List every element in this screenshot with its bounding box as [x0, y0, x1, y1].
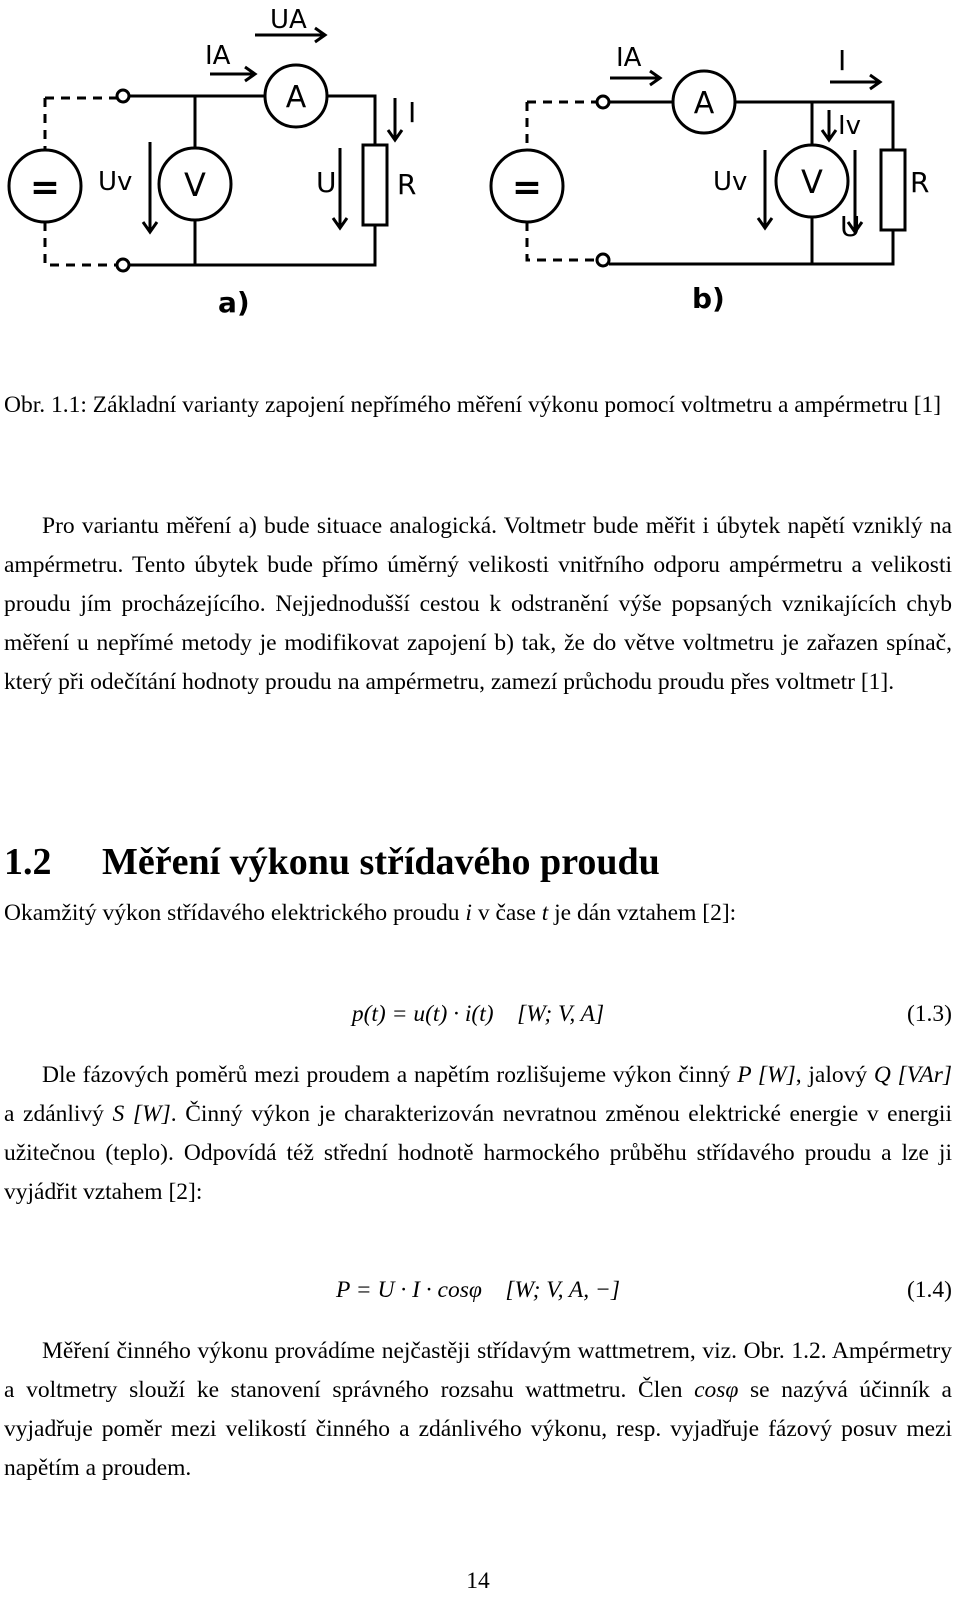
a-ammeter-symbol: A [285, 80, 307, 115]
a-label-I: I [408, 96, 417, 129]
b-label-IA: IA [616, 43, 642, 73]
paragraph-4-text-a: Měření činného výkonu provádíme nejčastěji střídavým wattmetrem, viz. Obr. 1.2. Ampérmetry a voltmetry slouží ke stanovení správného rozsahu wattmetru. Člen [4, 1338, 952, 1403]
section-title: Měření výkonu střídavého proudu [102, 841, 660, 883]
a-source-symbol: = [29, 167, 61, 208]
equation-1-3-units: [W; V, A] [517, 1001, 605, 1027]
a-label-UA: UA [270, 5, 307, 35]
a-resistor-symbol: R [397, 168, 417, 201]
var-t: t [541, 900, 549, 926]
equation-1-3-formula: p(t) = u(t) · i(t) [351, 1001, 494, 1027]
a-label-IA: IA [205, 41, 231, 71]
b-arrow-Iv [822, 110, 836, 140]
paragraph-4 [4, 1332, 952, 1488]
circuit-diagram-svg [0, 0, 960, 345]
b-terminal-bottom [597, 254, 609, 266]
page-number: 14 [466, 1568, 490, 1594]
paragraph-3-text-a: Dle fázových poměrů mezi proudem a napětím rozlišujeme výkon činný [42, 1062, 738, 1088]
a-resistor [363, 145, 387, 225]
b-label-I: I [838, 44, 847, 77]
b-label-U: U [840, 210, 861, 243]
paragraph-4-text-b: se nazývá účinník a vyjadřuje poměr mezi velikostí činného a zdánlivého výkonu, resp. vyjadřuje fázový posuv mezi napětím a proudem. [4, 1377, 952, 1481]
a-arrow-Uv [143, 142, 157, 232]
equation-1-4-units: [W; V, A, −] [505, 1277, 621, 1303]
symbol-P: P [W] [737, 1062, 796, 1088]
equation-1-4-body [0, 1270, 956, 1310]
b-resistor-symbol: R [910, 166, 930, 199]
a-panel-label: a) [218, 286, 250, 319]
b-terminal-top [597, 96, 609, 108]
a-bottom-wire [129, 225, 375, 265]
var-i: i [465, 900, 472, 926]
a-arrow-I [388, 98, 402, 140]
paragraph-2 [4, 894, 952, 933]
circuit-figure [0, 0, 960, 345]
equation-1-4-formula: P = U · I · cosφ [335, 1277, 482, 1303]
b-resistor [881, 150, 905, 230]
b-source-symbol: = [511, 167, 543, 208]
a-top-wire [129, 96, 375, 145]
symbol-S: S [W] [112, 1101, 171, 1127]
b-arrow-IA [610, 71, 660, 85]
symbol-cosphi: cosφ [694, 1377, 739, 1403]
b-voltmeter-symbol: V [801, 163, 823, 201]
paragraph-2-text-b: v čase [471, 900, 542, 926]
b-panel-label: b) [692, 282, 725, 315]
b-arrow-Uv [758, 150, 772, 228]
equation-1-4 [0, 1270, 956, 1310]
equation-1-3-body [0, 994, 956, 1034]
equation-1-3-number: (1.3) [906, 1001, 952, 1027]
b-arrow-I [830, 75, 880, 89]
paragraph-2-text-c: je dán vztahem [2]: [548, 900, 737, 926]
section-heading [4, 838, 660, 886]
paragraph-3-text-c: a zdánlivý [4, 1101, 113, 1127]
paragraph-1: Pro variantu měření a) bude situace analogická. Voltmetr bude měřit i úbytek napětí vzniklý na ampérmetru. Tento úbytek bude přímo úměrný velikosti vnitřního odporu ampérmetru a velikosti proudu jím procházejícího. Nejjednodušší cestou k odstranění výše popsaných vznikajících chyb měření u nepřímé metody je modifikovat zapojení b) tak, že do větve voltmetru je zařazen spínač, který při odečítání hodnoty proudu na ampérmetru, zamezí průchodu proudu přes voltmetr [1]. [4, 513, 952, 695]
a-label-Uv: Uv [98, 167, 133, 197]
symbol-Q: Q [VAr] [873, 1062, 952, 1088]
a-voltmeter-symbol: V [184, 166, 206, 204]
b-ammeter-symbol: A [693, 86, 715, 121]
paragraph-3 [4, 1056, 952, 1212]
paragraph-2-text-a: Okamžitý výkon střídavého elektrického proudu [4, 900, 466, 926]
paragraph-3-text-b: , jalový [795, 1062, 874, 1088]
b-label-Uv: Uv [713, 167, 748, 197]
equation-1-4-number: (1.4) [906, 1277, 952, 1303]
a-terminal-bottom [117, 259, 129, 271]
equation-1-3 [0, 994, 956, 1034]
a-label-U: U [316, 166, 337, 199]
a-terminal-top [117, 90, 129, 102]
section-number: 1.2 [4, 841, 52, 883]
paragraph-3-text-d: . Činný výkon je charakterizován nevratnou změnou elektrické energie v energii užitečnou (teplo). Odpovídá též střední hodnotě harmockého průběhu střídavého proudu a lze ji vyjádřit vztahem [2]: [4, 1101, 952, 1205]
figure-caption: Obr. 1.1: Základní varianty zapojení nepřímého měření výkonu pomocí voltmetru a ampérmetru [1] [4, 392, 942, 418]
b-label-Iv: Iv [838, 111, 862, 141]
